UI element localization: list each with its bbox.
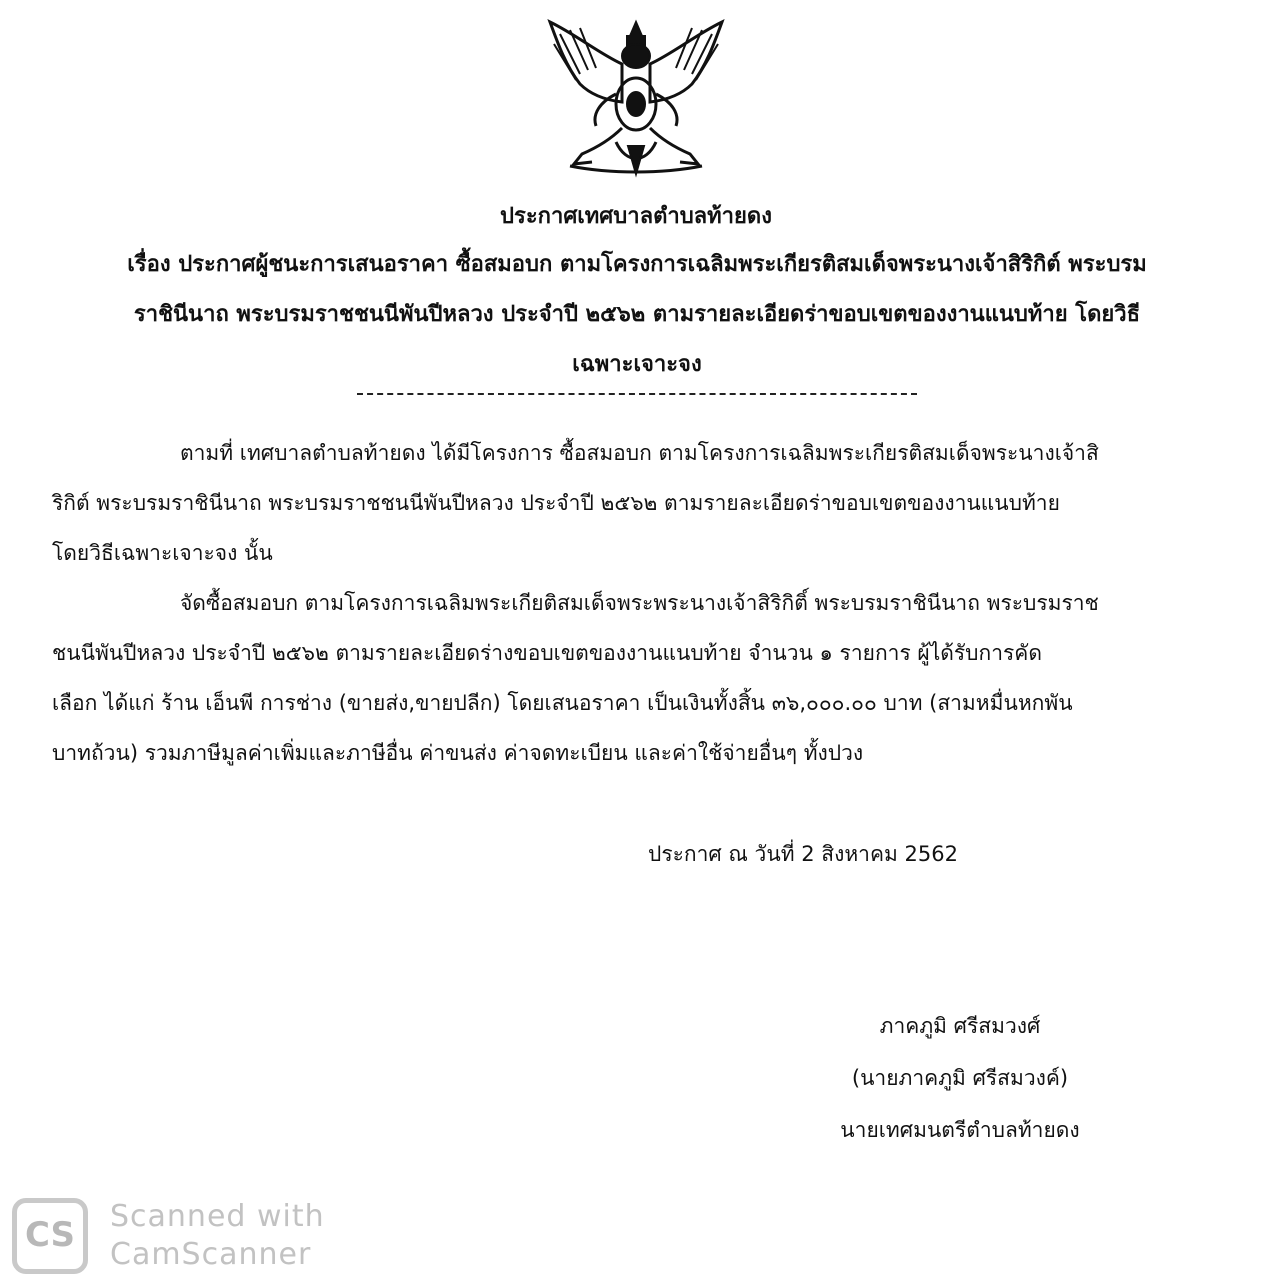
paragraph-line: บาทถ้วน) รวมภาษีมูลค่าเพิ่มและภาษีอื่น ค่าขนส่ง ค่าจดทะเบียน และค่าใช้จ่ายอื่นๆ ทั้งปวง	[52, 741, 864, 765]
paragraph-announcement	[52, 428, 1232, 578]
paragraph-line: ตามที่ เทศบาลตำบลท้ายดง ได้มีโครงการ ซื้อสมอบก ตามโครงการเฉลิมพระเกียรติสมเด็จพระนางเจ้าสิ	[180, 441, 1099, 465]
paragraph-line: ชนนีพันปีหลวง ประจำปี ๒๕๖๒ ตามรายละเอียดร่างขอบเขตของงานแนบท้าย จำนวน ๑ รายการ ผู้ได้รับการคัด	[52, 641, 1042, 665]
signer-position: นายเทศมนตรีตำบลท้ายดง	[840, 1118, 1080, 1142]
dashed-divider	[357, 393, 917, 395]
paragraph-line: จัดซื้อสมอบก ตามโครงการเฉลิมพระเกียติสมเด็จพระพระนางเจ้าสิริกิติ์ พระบรมราชินีนาถ พระบรมราช	[180, 591, 1099, 615]
paragraph-award	[52, 578, 1232, 778]
watermark-line: Scanned with	[110, 1199, 325, 1234]
signer-full-name: (นายภาคภูมิ ศรีสมวงค์)	[851, 1066, 1069, 1090]
garuda-emblem-icon	[530, 14, 742, 184]
announcement-date: ประกาศ ณ วันที่ 2 สิงหาคม 2562	[648, 842, 958, 866]
watermark-text	[110, 1198, 325, 1274]
signature-name: ภาคภูมิ ศรีสมวงศ์	[879, 1014, 1041, 1038]
paragraph-line: ริกิต์ พระบรมราชินีนาถ พระบรมราชชนนีพันปีหลวง ประจำปี ๒๕๖๒ ตามรายละเอียดร่าขอบเขตของงานแนบท้าย	[52, 491, 1060, 515]
document-title: ประกาศเทศบาลตำบลท้ายดง	[500, 204, 772, 229]
paragraph-line: เลือก ได้แก่ ร้าน เอ็นพี การช่าง (ขายส่ง,ขายปลีก) โดยเสนอราคา เป็นเงินทั้งสิ้น ๓๖,๐๐๐.๐๐ บาท (สามหมื่นหกพัน	[52, 691, 1073, 715]
watermark-line: CamScanner	[110, 1237, 312, 1272]
subject-line: เรื่อง ประกาศผู้ชนะการเสนอราคา ซื้อสมอบก ตามโครงการเฉลิมพระเกียรติสมเด็จพระนางเจ้าสิริกิต์ พระบรม	[127, 252, 1147, 277]
signature-block	[810, 1000, 1110, 1156]
camscanner-logo-icon: CS	[12, 1198, 88, 1274]
document-body	[52, 428, 1232, 778]
subject-line: เฉพาะเจาะจง	[572, 352, 702, 377]
subject-line: ราชินีนาถ พระบรมราชชนนีพันปีหลวง ประจำปี ๒๕๖๒ ตามรายละเอียดร่าขอบเขตของงานแนบท้าย โดยวิธี	[133, 302, 1141, 327]
paragraph-line: โดยวิธีเฉพาะเจาะจง นั้น	[52, 541, 273, 565]
document-subject	[72, 240, 1202, 390]
camscanner-watermark	[12, 1198, 372, 1274]
